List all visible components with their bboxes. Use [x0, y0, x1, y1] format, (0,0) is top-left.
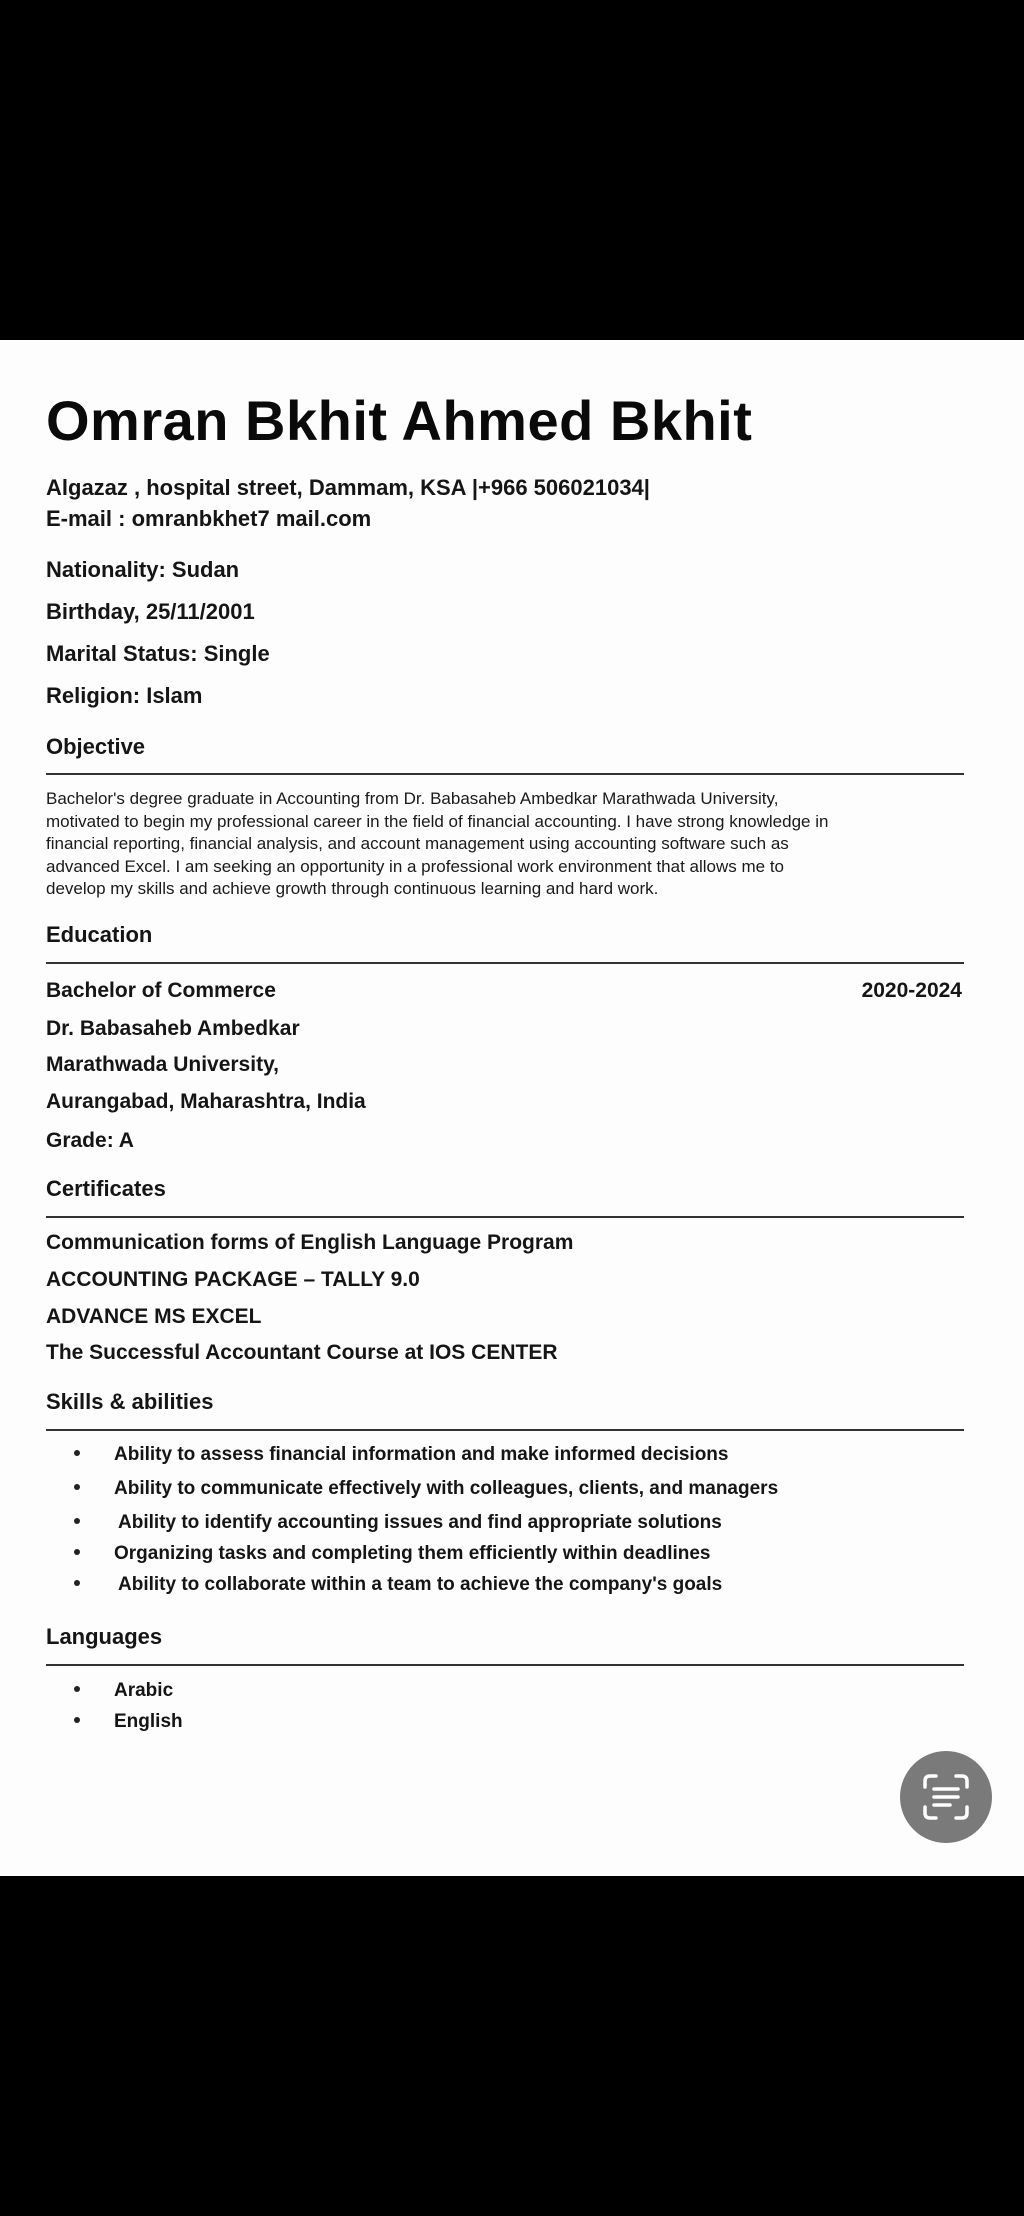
education-degree: Bachelor of Commerce [46, 979, 276, 1002]
scan-text-button[interactable] [900, 1751, 992, 1843]
bullet-icon [74, 1717, 80, 1723]
certificates-heading: Certificates [46, 1176, 166, 1201]
religion-line: Religion: Islam [46, 683, 203, 708]
language-item: Arabic [74, 1680, 173, 1702]
address-line: Algazaz , hospital street, Dammam, KSA |+966 506021034| [46, 475, 650, 500]
bullet-icon [74, 1580, 80, 1586]
certificate-item: ADVANCE MS EXCEL [46, 1305, 262, 1328]
bullet-icon [74, 1686, 80, 1692]
objective-line: develop my skills and achieve growth through continuous learning and hard work. [46, 879, 659, 898]
education-heading: Education [46, 922, 153, 947]
skill-item: Organizing tasks and completing them efficiently within deadlines [74, 1543, 711, 1565]
certificate-item: The Successful Accountant Course at IOS CENTER [46, 1341, 558, 1364]
resume-name: Omran Bkhit Ahmed Bkhit [46, 389, 753, 452]
education-line: Aurangabad, Maharashtra, India [46, 1090, 366, 1113]
objective-heading: Objective [46, 734, 146, 759]
objective-line: Bachelor's degree graduate in Accounting from Dr. Babasaheb Ambedkar Marathwada University, [46, 789, 779, 808]
bullet-icon [74, 1450, 80, 1456]
education-line: Marathwada University, [46, 1053, 280, 1076]
objective-line: financial reporting, financial analysis, and account management using accounting software such as [46, 834, 789, 853]
email-line: E-mail : omranbkhet7 mail.com [46, 506, 372, 531]
certificate-item: ACCOUNTING PACKAGE – TALLY 9.0 [46, 1268, 420, 1291]
languages-heading: Languages [46, 1624, 163, 1649]
scan-text-icon [919, 1770, 973, 1824]
skill-item: Ability to communicate effectively with colleagues, clients, and managers [74, 1478, 778, 1500]
skills-heading: Skills & abilities [46, 1389, 214, 1414]
education-years: 2020-2024 [861, 979, 962, 1002]
education-line: Dr. Babasaheb Ambedkar [46, 1017, 300, 1040]
skills-divider [46, 1429, 964, 1431]
objective-line: advanced Excel. I am seeking an opportunity in a professional work environment that allows me to [46, 856, 785, 876]
education-grade: Grade: A [46, 1129, 134, 1152]
bullet-icon [74, 1484, 80, 1490]
skill-item: Ability to collaborate within a team to achieve the company's goals [74, 1574, 722, 1596]
objective-paragraph [46, 788, 964, 901]
objective-line: motivated to begin my professional career in the field of financial accounting. I have strong knowledge in [46, 811, 829, 831]
objective-divider [46, 773, 964, 775]
skill-item: Ability to identify accounting issues and find appropriate solutions [74, 1512, 722, 1534]
languages-divider [46, 1664, 964, 1666]
certificate-item: Communication forms of English Language Program [46, 1231, 574, 1254]
bullet-icon [74, 1549, 80, 1555]
language-item: English [74, 1711, 183, 1733]
skill-item: Ability to assess financial information and make informed decisions [74, 1444, 729, 1466]
certificates-divider [46, 1216, 964, 1218]
birthday-line: Birthday, 25/11/2001 [46, 599, 255, 624]
resume-image [0, 340, 1024, 1876]
bullet-icon [74, 1518, 80, 1524]
nationality-line: Nationality: Sudan [46, 557, 240, 582]
education-divider [46, 962, 964, 964]
marital-status-line: Marital Status: Single [46, 641, 270, 666]
